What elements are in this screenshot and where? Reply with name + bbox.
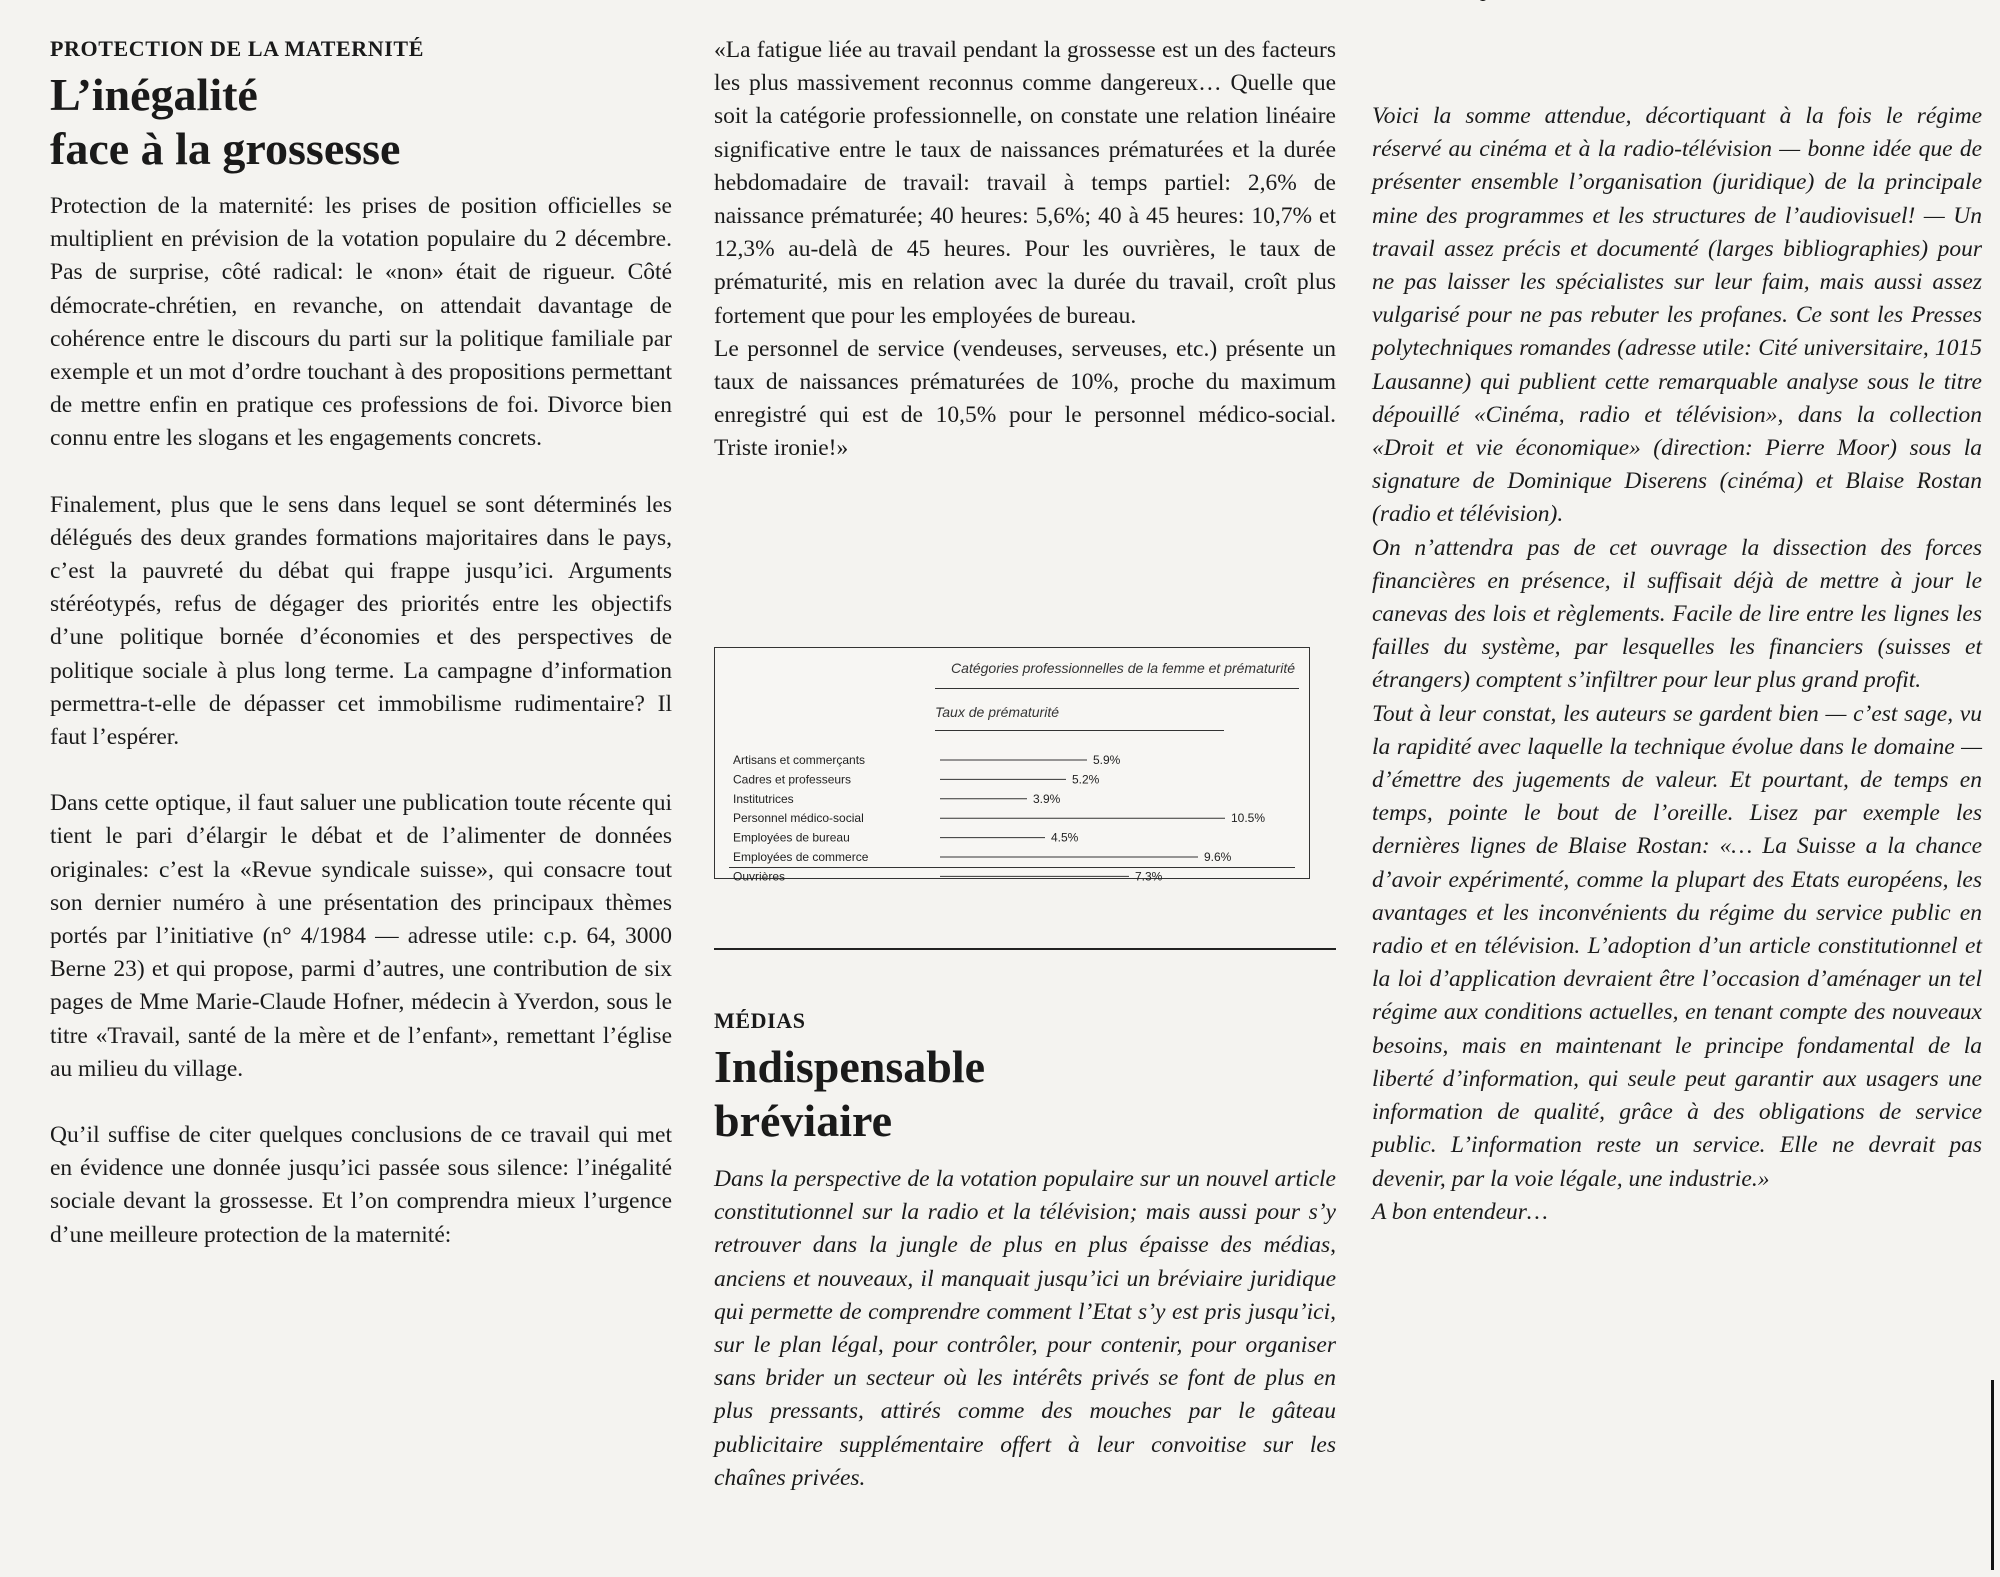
article1-paragraph: Qu’il suffise de citer quelques conclusions de ce travail qui met en évidence une donnée jusqu’ici passée sous silence: l’inégalité sociale devant la grossesse. Et l’on comprendra mieux l’urgence d’une meilleure protection de la maternité: <box>50 1122 672 1248</box>
article2-title-line2: bréviaire <box>714 1095 892 1146</box>
chart-category-label: Personnel médico-social <box>733 811 864 826</box>
chart-rule <box>729 867 1295 868</box>
article2-title-line1: Indispensable <box>714 1041 986 1092</box>
chart-category-label: Employées de commerce <box>733 850 869 864</box>
article2-header <box>714 1006 1336 1162</box>
article1-quote-paragraph: Le personnel de service (vendeuses, serveuses, etc.) présente un taux de naissances prématurées de 10%, proche du maximum enregistré qui est de 10,5% pour le personnel médico-social. Triste ironie!» <box>714 335 1336 462</box>
article1-paragraph: Protection de la maternité: les prises de position officielles se multiplient en prévision de la votation populaire du 2 décembre. Pas de surprise, côté radical: le «non» était de rigueur. Côté démocrate-chrétien, en revanche, on attendait davantage de cohérence entre le discours du parti sur la politique familiale par exemple et un mot d’ordre touchant à des propositions permettant de mettre enfin en pratique ces professions de foi. Divorce bien connu entre les slogans et les engagements concrets. <box>50 193 672 452</box>
chart-value-label: 5.9% <box>1093 753 1121 767</box>
chart-value-label: 10.5% <box>1231 811 1266 826</box>
article1-paragraph: Dans cette optique, il faut saluer une publication toute récente qui tient le pari d’élargir le débat et de l’alimenter de données originales: c’est la «Revue syndicale suisse», qui consacre tout son dernier numéro à une présentation des principaux thèmes portés par l’initiative (n° 4/1984 — adresse utile: c.p. 64, 3000 Berne 23) et qui propose, parmi d’autres, une contribution de six pages de Mme Marie-Claude Hofner, médecin à Yverdon, sous le titre «Travail, santé de la mère et de l’enfant», remettant l’église au milieu du village. <box>50 790 672 1082</box>
chart-category-label: Ouvrières <box>733 869 786 884</box>
prematurity-chart <box>714 647 1310 884</box>
article2-kicker: MÉDIAS <box>714 1008 806 1033</box>
chart-value-label: 9.6% <box>1204 850 1232 864</box>
article2-paragraph: Tout à leur constat, les auteurs se gardent bien — c’est sage, vu la rapidité avec laquelle la technique évolue dans le domaine — d’émettre des jugements de valeur. Et pourtant, de temps en temps, pointe le bout de l’oreille. Lisez par exemple les dernières lignes de Blaise Rostan: «… La Suisse a la chance d’avoir expérimenté, comme la plupart des Etats européens, les avantages et les inconvénients du régime du service public en radio et en télévision. L’adoption d’un article constitutionnel et la loi d’application devraient être l’occasion d’aménager un tel régime aux conditions actuelles, en tenant compte des nouveaux besoins, mais en maintenant le principe fondamental de la liberté d’information, qui seule peut garantir aux usagers une information de qualité, grâce à des obligations de service public. L’information reste un service. Elle ne devrait pas devenir, par la voie légale, une industrie.» <box>1372 700 1982 1192</box>
article2-lead-continued <box>1372 0 1982 6</box>
article1-kicker: PROTECTION DE LA MATERNITÉ <box>50 36 424 61</box>
article1-title-line1: L’inégalité <box>50 69 258 120</box>
chart-category-label: Employées de bureau <box>733 830 850 845</box>
article2-lead: Dans la perspective de la votation populaire sur un nouvel article constitutionnel sur la radio et la télévision; mais aussi pour s’y retrouver dans la jungle de plus en plus épaisse des médias, anciens et nouveaux, il manquait jusqu’ici un bréviaire juridique qui permette de comprendre comment l’Etat s’y est pris jusqu’ici, sur le plan légal, pour contrôler, pour contenir, pour organiser sans brider un secteur où les intérêts privés se font de plus en plus pressants, attirés comme des mouches par le gâteau publicitaire supplémentaire offert à leur convoitise sur les chaînes privées. <box>714 1166 1336 1491</box>
column-2 <box>714 34 1336 466</box>
chart-title: Catégories professionnelles de la femme et prématurité <box>951 660 1295 676</box>
article2-lead-part1 <box>714 1163 1336 1515</box>
scan-edge-mark <box>1991 1380 1994 1570</box>
article1-title <box>50 68 672 176</box>
article1-paragraph: Finalement, plus que le sens dans lequel se sont déterminés les délégués des deux grandes formations majoritaires dans le pays, c’est la pauvreté du débat qui frappe jusqu’ici. Arguments stéréotypés, refus de dégager des priorités entre les objectifs d’une politique bornée d’économies et des perspectives de politique sociale à plus long terme. La campagne d’information permettra-t-elle de dépasser cet immobilisme rudimentaire? Il faut l’espérer. <box>50 491 672 751</box>
article2-title <box>714 1040 1336 1148</box>
article2-lead-part2 <box>1372 34 1982 100</box>
chart-value-label: 7.3% <box>1135 869 1163 884</box>
article2-closing: A bon entendeur… <box>1372 1198 1548 1225</box>
article1-quote-paragraph: «La fatigue liée au travail pendant la grossesse est un des facteurs les plus massivement reconnus comme dangereux… Quelle que soit la catégorie professionnelle, on constate une relation linéaire significative entre le taux de naissances prématurées et la durée hebdomadaire de travail: travail à temps partiel: 2,6% de naissance prématurée; 40 heures: 5,6%; 40 à 45 heures: 10,7% et 12,3% au-delà de 45 heures. Pour les ouvrières, le taux de prématurité, mis en relation avec la durée du travail, croît plus fortement que pour les employées de bureau. <box>714 37 1336 329</box>
section-divider <box>714 948 1336 950</box>
article2-paragraph: On n’attendra pas de cet ouvrage la dissection des forces financières en présence, il suffisait déjà de mettre à jour le canevas des lois et règlements. Facile de lire entre les lignes les failles du système, par lesquelles les financiers (suisses et étrangers) comptent s’infiltrer pour leur plus grand profit. <box>1372 534 1982 694</box>
column-1 <box>50 34 672 1252</box>
chart-category-label: Institutrices <box>733 791 794 806</box>
chart-category-label: Artisans et commerçants <box>733 753 866 767</box>
chart-subtitle: Taux de prématurité <box>935 704 1059 720</box>
chart-category-label: Cadres et professeurs <box>733 772 852 787</box>
chart-value-label: 3.9% <box>1033 791 1061 806</box>
chart-plot <box>715 648 1309 884</box>
article1-title-line2: face à la grossesse <box>50 123 401 174</box>
column-3 <box>1372 34 1982 1229</box>
chart-value-label: 5.2% <box>1072 772 1100 787</box>
article2-paragraph: Voici la somme attendue, décortiquant à la fois le régime réservé au cinéma et à la radio-télévision — bonne idée que de présenter ensemble l’organisation (juridique) de la principale mine des programmes et les structures de l’audiovisuel! — Un travail assez précis et documenté (larges bibliographies) pour ne pas laisser les spécialistes sur leur faim, mais aussi assez vulgarisé pour ne pas rebuter les profanes. Ce sont les Presses polytechniques romandes (adresse utile: Cité universitaire, 1015 Lausanne) qui publient cette remarquable analyse sous le titre dépouillé «Cinéma, radio et télévision», dans la collection «Droit et vie économique» (direction: Pierre Moor) sous la signature de Dominique Diserens (cinéma) et Blaise Rostan (radio et télévision). <box>1372 103 1982 528</box>
chart-value-label: 4.5% <box>1051 830 1079 845</box>
